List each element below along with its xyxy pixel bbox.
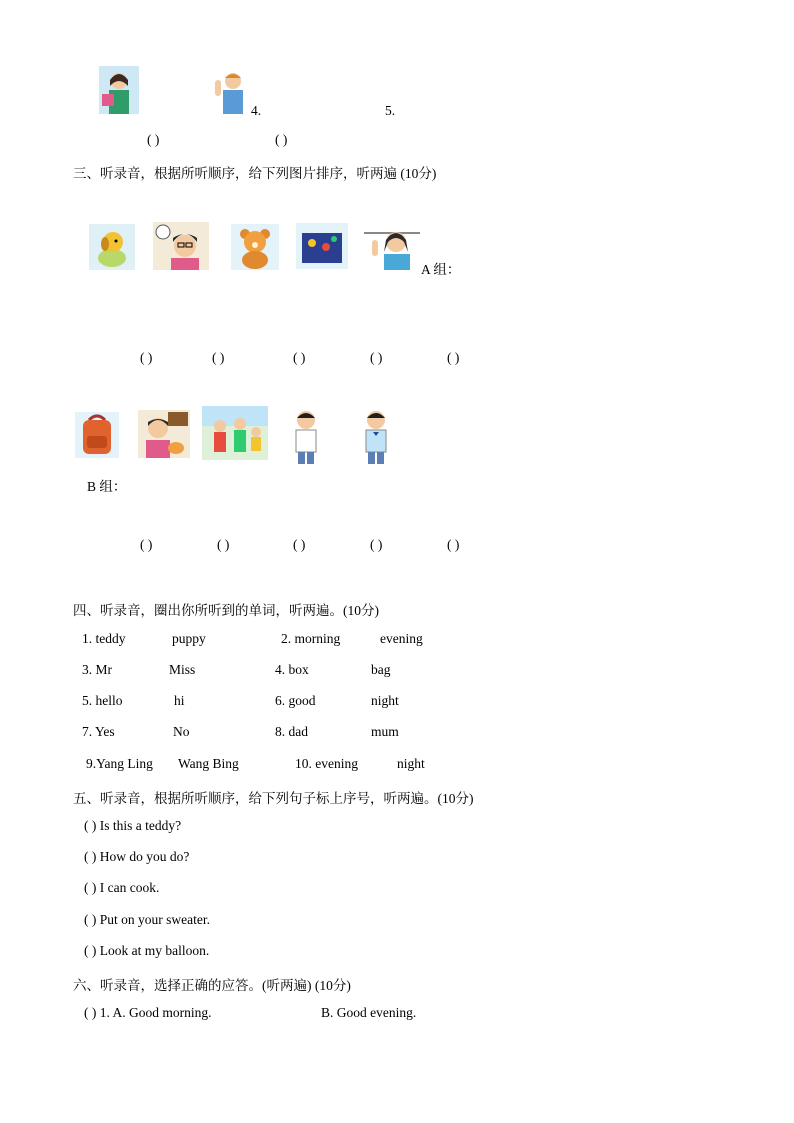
word-option[interactable]: 5. hello	[82, 693, 123, 708]
word-option[interactable]: No	[173, 724, 190, 739]
answer-blank[interactable]: ( )	[147, 132, 160, 147]
word-option[interactable]: bag	[371, 662, 391, 677]
sentence-item[interactable]: ( ) How do you do?	[84, 849, 190, 864]
girl-with-toys-picture	[138, 410, 190, 458]
item-5-number: 5.	[385, 103, 396, 118]
girl-waving-picture	[364, 222, 420, 270]
answer-blank[interactable]: ( )	[140, 350, 153, 365]
toy-box-picture	[296, 223, 348, 269]
word-option[interactable]: 8. dad	[275, 724, 308, 739]
section-3-title: 三、听录音，根据所听顺序，给下列图片排序，听两遍 (10分)	[73, 166, 437, 181]
word-option[interactable]: puppy	[172, 631, 206, 646]
word-option[interactable]: 10. evening	[295, 756, 358, 771]
teddy-bear-picture	[231, 224, 279, 270]
section-6-title: 六、听录音，选择正确的应答。(听两遍) (10分)	[73, 978, 351, 993]
question-1-option-b[interactable]: B. Good evening.	[321, 1005, 417, 1020]
family-outdoor-picture	[202, 406, 268, 460]
woman-with-book-picture	[99, 66, 139, 114]
sentence-item[interactable]: ( ) Put on your sweater.	[84, 912, 210, 927]
man-waving-picture	[211, 66, 251, 114]
answer-blank[interactable]: ( )	[275, 132, 288, 147]
answer-blank[interactable]: ( )	[212, 350, 225, 365]
answer-blank[interactable]: ( )	[217, 537, 230, 552]
sentence-item[interactable]: ( ) I can cook.	[84, 880, 160, 895]
answer-blank[interactable]: ( )	[140, 537, 153, 552]
answer-blank[interactable]: ( )	[370, 350, 383, 365]
section-4-title: 四、听录音，圈出你所听到的单词，听两遍。(10分)	[73, 603, 379, 618]
word-option[interactable]: 9.Yang Ling	[86, 756, 153, 771]
word-option[interactable]: 1. teddy	[82, 631, 126, 646]
word-option[interactable]: night	[371, 693, 399, 708]
word-option[interactable]: hi	[174, 693, 185, 708]
word-option[interactable]: mum	[371, 724, 399, 739]
girl-with-glasses-clock-picture	[153, 222, 209, 270]
answer-blank[interactable]: ( )	[370, 537, 383, 552]
word-option[interactable]: 3. Mr	[82, 662, 112, 677]
question-1-option-a[interactable]: ( ) 1. A. Good morning.	[84, 1005, 212, 1020]
puppy-toy-picture	[89, 224, 135, 270]
answer-blank[interactable]: ( )	[293, 350, 306, 365]
answer-blank[interactable]: ( )	[293, 537, 306, 552]
word-option[interactable]: Wang Bing	[178, 756, 239, 771]
word-option[interactable]: 4. box	[275, 662, 309, 677]
school-bag-picture	[75, 412, 119, 458]
word-option[interactable]: Miss	[169, 662, 196, 677]
word-option[interactable]: evening	[380, 631, 423, 646]
sentence-item[interactable]: ( ) Is this a teddy?	[84, 818, 182, 833]
word-option[interactable]: night	[397, 756, 425, 771]
section-5-title: 五、听录音，根据所听顺序，给下列句子标上序号，听两遍。(10分)	[73, 791, 474, 806]
boy-picture	[291, 408, 321, 464]
word-option[interactable]: 6. good	[275, 693, 316, 708]
item-4-number: 4.	[251, 103, 262, 118]
answer-blank[interactable]: ( )	[447, 350, 460, 365]
word-option[interactable]: 7. Yes	[82, 724, 115, 739]
answer-blank[interactable]: ( )	[447, 537, 460, 552]
word-option[interactable]: 2. morning	[281, 631, 341, 646]
group-b-label: B 组：	[87, 479, 127, 494]
boy-in-blue-picture	[361, 408, 391, 464]
group-a-label: A 组：	[421, 262, 461, 277]
sentence-item[interactable]: ( ) Look at my balloon.	[84, 943, 210, 958]
